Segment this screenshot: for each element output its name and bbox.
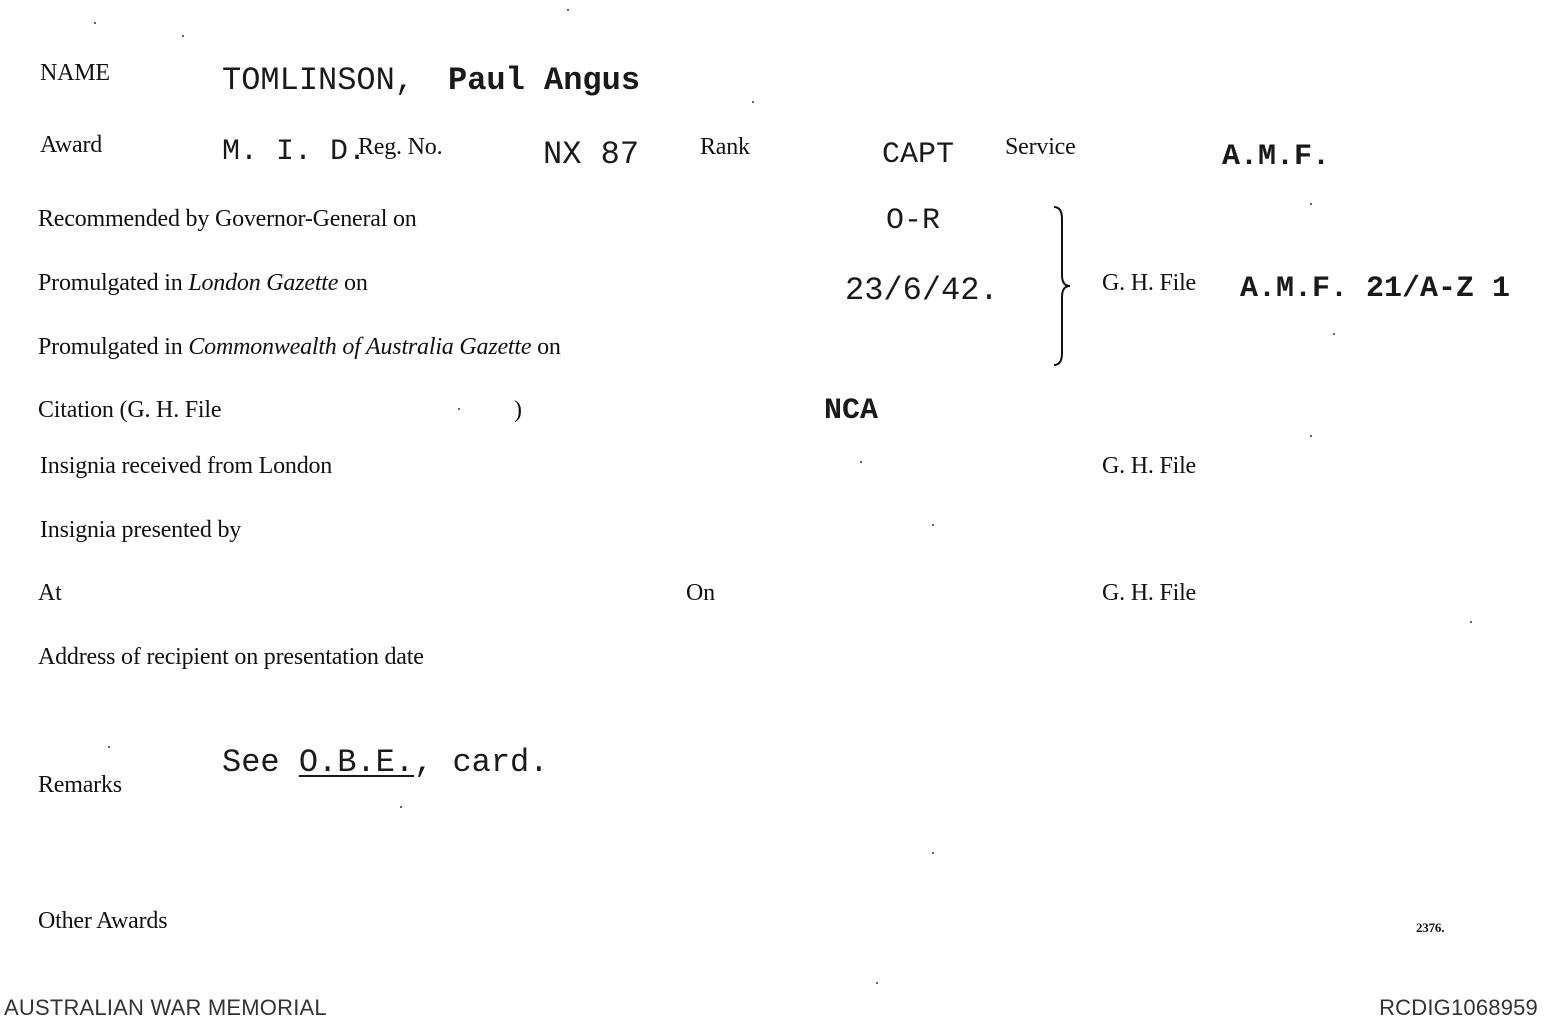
scan-speck: [1310, 203, 1312, 205]
scan-speck: [108, 746, 110, 748]
citation-label: Citation (G. H. File: [38, 397, 222, 423]
brace-icon: [1048, 205, 1078, 367]
at-label: At: [38, 580, 62, 606]
award-label: Award: [40, 132, 103, 158]
other-awards-label: Other Awards: [38, 908, 168, 934]
insignia-received-label: Insignia received from London: [40, 453, 333, 479]
scan-speck: [94, 22, 96, 24]
scan-speck: [932, 852, 934, 854]
london-value: 23/6/42.: [845, 272, 999, 309]
scan-speck: [458, 408, 460, 410]
service-label: Service: [1005, 134, 1076, 160]
scan-speck: [400, 806, 402, 808]
scan-speck: [860, 461, 862, 463]
citation-close: ): [514, 397, 522, 423]
regno-label: Reg. No.: [358, 134, 443, 160]
address-label: Address of recipient on presentation date: [38, 644, 424, 670]
award-value: M. I. D.: [222, 135, 367, 169]
remarks-label: Remarks: [38, 772, 122, 798]
name-given: Paul Angus: [448, 62, 641, 99]
london-prefix: Promulgated in: [38, 270, 183, 296]
form-number: 2376.: [1416, 920, 1445, 935]
remarks-value: [222, 744, 548, 781]
at-ghfile: G. H. File: [1102, 580, 1197, 606]
commonwealth-gazette-name: Commonwealth of Australia Gazette: [188, 334, 532, 360]
commonwealth-prefix: Promulgated in: [38, 334, 183, 360]
scan-speck: [876, 982, 878, 984]
scan-speck: [567, 9, 569, 11]
london-gazette-row: [38, 270, 368, 297]
scan-speck: [1470, 621, 1472, 623]
insignia-received-ghfile: G. H. File: [1102, 453, 1197, 479]
london-gazette-name: London Gazette: [188, 270, 339, 296]
service-value: A.M.F.: [1222, 140, 1331, 174]
on-label: On: [686, 580, 715, 606]
citation-value: NCA: [824, 394, 879, 428]
footer-left: AUSTRALIAN WAR MEMORIAL: [4, 995, 327, 1020]
london-suffix: on: [344, 270, 368, 296]
insignia-presented-label: Insignia presented by: [40, 517, 242, 543]
commonwealth-gazette-row: [38, 334, 561, 361]
name-label: NAME: [40, 60, 110, 86]
recommended-label: Recommended by Governor-General on: [38, 206, 417, 232]
scan-speck: [752, 101, 754, 103]
scan-speck: [182, 35, 184, 37]
name-surname: TOMLINSON,: [222, 62, 415, 99]
scan-speck: [1310, 435, 1312, 437]
rank-value: CAPT: [882, 138, 955, 172]
scan-speck: [932, 524, 934, 526]
ghfile-label: G. H. File: [1102, 270, 1197, 296]
recommended-value: O-R: [886, 204, 941, 238]
rank-label: Rank: [700, 134, 750, 160]
scan-speck: [1333, 333, 1335, 335]
remarks-obe: O.B.E.: [298, 744, 415, 781]
commonwealth-suffix: on: [537, 334, 561, 360]
ghfile-value: A.M.F. 21/A-Z 1: [1240, 272, 1511, 306]
regno-value: NX 87: [543, 136, 640, 173]
remarks-see: See: [222, 744, 280, 781]
remarks-card: , card.: [414, 744, 549, 781]
footer-right: RCDIG1068959: [1379, 995, 1538, 1020]
